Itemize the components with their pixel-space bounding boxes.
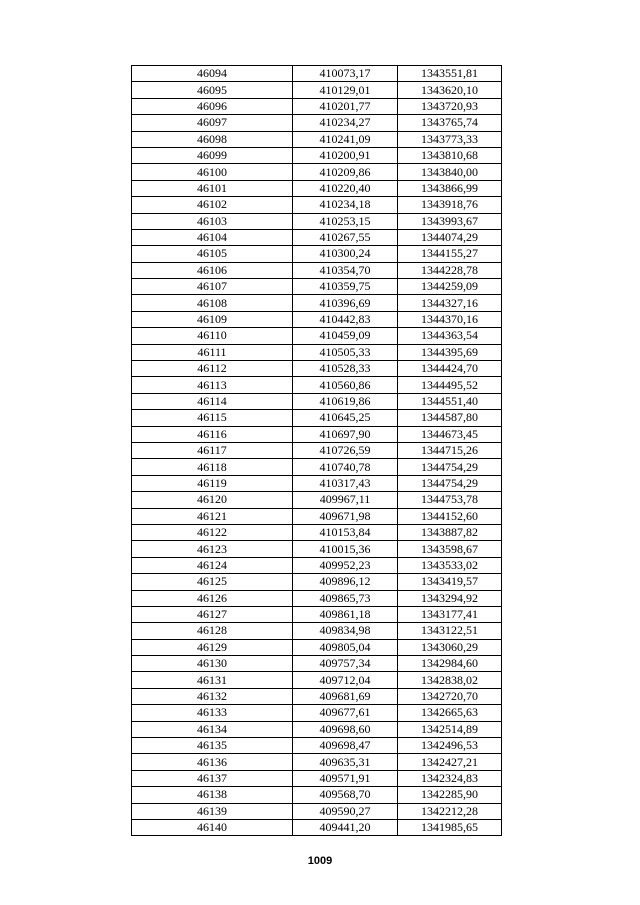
- table-row: [132, 721, 502, 737]
- x-coordinate-cell: 409671,98: [293, 508, 398, 524]
- point-id-cell: 46122: [132, 524, 293, 540]
- table-row: [132, 279, 502, 295]
- x-coordinate-cell: 410267,55: [293, 229, 398, 245]
- y-coordinate-cell: 1342514,89: [398, 721, 502, 737]
- x-coordinate-cell: 410740,78: [293, 459, 398, 475]
- point-id-cell: 46115: [132, 410, 293, 426]
- x-coordinate-cell: 410201,77: [293, 98, 398, 114]
- point-id-cell: 46130: [132, 656, 293, 672]
- table-row: [132, 246, 502, 262]
- x-coordinate-cell: 410220,40: [293, 180, 398, 196]
- point-id-cell: 46105: [132, 246, 293, 262]
- x-coordinate-cell: 410645,25: [293, 410, 398, 426]
- table-row: [132, 557, 502, 573]
- point-id-cell: 46099: [132, 147, 293, 163]
- y-coordinate-cell: 1344753,78: [398, 492, 502, 508]
- table-row: [132, 295, 502, 311]
- table-row: [132, 115, 502, 131]
- point-id-cell: 46135: [132, 738, 293, 754]
- x-coordinate-cell: 409805,04: [293, 639, 398, 655]
- table-row: [132, 590, 502, 606]
- table-row: [132, 787, 502, 803]
- y-coordinate-cell: 1344228,78: [398, 262, 502, 278]
- y-coordinate-cell: 1344424,70: [398, 361, 502, 377]
- table-row: [132, 819, 502, 835]
- y-coordinate-cell: 1343993,67: [398, 213, 502, 229]
- x-coordinate-cell: 410241,09: [293, 131, 398, 147]
- x-coordinate-cell: 409635,31: [293, 754, 398, 770]
- point-id-cell: 46106: [132, 262, 293, 278]
- point-id-cell: 46103: [132, 213, 293, 229]
- y-coordinate-cell: 1343620,10: [398, 82, 502, 98]
- x-coordinate-cell: 410528,33: [293, 361, 398, 377]
- x-coordinate-cell: 410073,17: [293, 66, 398, 82]
- point-id-cell: 46113: [132, 377, 293, 393]
- table-row: [132, 524, 502, 540]
- x-coordinate-cell: 409677,61: [293, 705, 398, 721]
- table-row: [132, 147, 502, 163]
- table-row: [132, 442, 502, 458]
- y-coordinate-cell: 1343720,93: [398, 98, 502, 114]
- point-id-cell: 46120: [132, 492, 293, 508]
- table-row: [132, 229, 502, 245]
- table-row: [132, 672, 502, 688]
- table-row: [132, 623, 502, 639]
- point-id-cell: 46138: [132, 787, 293, 803]
- table-row: [132, 508, 502, 524]
- y-coordinate-cell: 1344074,29: [398, 229, 502, 245]
- point-id-cell: 46104: [132, 229, 293, 245]
- table-row: [132, 639, 502, 655]
- x-coordinate-cell: 410200,91: [293, 147, 398, 163]
- x-coordinate-cell: 410015,36: [293, 541, 398, 557]
- y-coordinate-cell: 1344495,52: [398, 377, 502, 393]
- x-coordinate-cell: 409865,73: [293, 590, 398, 606]
- table-row: [132, 705, 502, 721]
- x-coordinate-cell: 410560,86: [293, 377, 398, 393]
- y-coordinate-cell: 1344754,29: [398, 459, 502, 475]
- x-coordinate-cell: 410619,86: [293, 393, 398, 409]
- point-id-cell: 46117: [132, 442, 293, 458]
- y-coordinate-cell: 1342212,28: [398, 803, 502, 819]
- x-coordinate-cell: 409712,04: [293, 672, 398, 688]
- x-coordinate-cell: 409681,69: [293, 688, 398, 704]
- point-id-cell: 46127: [132, 606, 293, 622]
- x-coordinate-cell: 410234,27: [293, 115, 398, 131]
- y-coordinate-cell: 1342838,02: [398, 672, 502, 688]
- page-number: 1009: [307, 855, 333, 867]
- table-row: [132, 180, 502, 196]
- y-coordinate-cell: 1343810,68: [398, 147, 502, 163]
- table-row: [132, 803, 502, 819]
- point-id-cell: 46101: [132, 180, 293, 196]
- point-id-cell: 46097: [132, 115, 293, 131]
- coordinate-table: [131, 65, 502, 836]
- x-coordinate-cell: 410234,18: [293, 197, 398, 213]
- y-coordinate-cell: 1343122,51: [398, 623, 502, 639]
- point-id-cell: 46128: [132, 623, 293, 639]
- y-coordinate-cell: 1344551,40: [398, 393, 502, 409]
- point-id-cell: 46132: [132, 688, 293, 704]
- y-coordinate-cell: 1344155,27: [398, 246, 502, 262]
- x-coordinate-cell: 410317,43: [293, 475, 398, 491]
- x-coordinate-cell: 409571,91: [293, 770, 398, 786]
- point-id-cell: 46096: [132, 98, 293, 114]
- point-id-cell: 46095: [132, 82, 293, 98]
- y-coordinate-cell: 1344363,54: [398, 328, 502, 344]
- point-id-cell: 46100: [132, 164, 293, 180]
- y-coordinate-cell: 1343177,41: [398, 606, 502, 622]
- point-id-cell: 46125: [132, 574, 293, 590]
- point-id-cell: 46109: [132, 311, 293, 327]
- point-id-cell: 46140: [132, 819, 293, 835]
- x-coordinate-cell: 410300,24: [293, 246, 398, 262]
- y-coordinate-cell: 1343551,81: [398, 66, 502, 82]
- x-coordinate-cell: 410442,83: [293, 311, 398, 327]
- point-id-cell: 46124: [132, 557, 293, 573]
- y-coordinate-cell: 1343773,33: [398, 131, 502, 147]
- y-coordinate-cell: 1342427,21: [398, 754, 502, 770]
- table-row: [132, 541, 502, 557]
- table-row: [132, 770, 502, 786]
- x-coordinate-cell: 409441,20: [293, 819, 398, 835]
- point-id-cell: 46139: [132, 803, 293, 819]
- y-coordinate-cell: 1343866,99: [398, 180, 502, 196]
- y-coordinate-cell: 1343598,67: [398, 541, 502, 557]
- table-row: [132, 574, 502, 590]
- table-row: [132, 393, 502, 409]
- x-coordinate-cell: 409698,47: [293, 738, 398, 754]
- x-coordinate-cell: 410153,84: [293, 524, 398, 540]
- x-coordinate-cell: 410209,86: [293, 164, 398, 180]
- y-coordinate-cell: 1343887,82: [398, 524, 502, 540]
- table-row: [132, 262, 502, 278]
- y-coordinate-cell: 1343765,74: [398, 115, 502, 131]
- table-row: [132, 82, 502, 98]
- point-id-cell: 46136: [132, 754, 293, 770]
- point-id-cell: 46131: [132, 672, 293, 688]
- x-coordinate-cell: 410359,75: [293, 279, 398, 295]
- point-id-cell: 46119: [132, 475, 293, 491]
- table-row: [132, 754, 502, 770]
- table-row: [132, 738, 502, 754]
- y-coordinate-cell: 1342665,63: [398, 705, 502, 721]
- point-id-cell: 46102: [132, 197, 293, 213]
- point-id-cell: 46110: [132, 328, 293, 344]
- x-coordinate-cell: 410505,33: [293, 344, 398, 360]
- table-row: [132, 66, 502, 82]
- table-row: [132, 328, 502, 344]
- y-coordinate-cell: 1341985,65: [398, 819, 502, 835]
- table-row: [132, 361, 502, 377]
- y-coordinate-cell: 1343840,00: [398, 164, 502, 180]
- table-row: [132, 213, 502, 229]
- point-id-cell: 46137: [132, 770, 293, 786]
- point-id-cell: 46123: [132, 541, 293, 557]
- y-coordinate-cell: 1343918,76: [398, 197, 502, 213]
- y-coordinate-cell: 1344370,16: [398, 311, 502, 327]
- table-row: [132, 344, 502, 360]
- table-row: [132, 606, 502, 622]
- y-coordinate-cell: 1342496,53: [398, 738, 502, 754]
- y-coordinate-cell: 1344327,16: [398, 295, 502, 311]
- y-coordinate-cell: 1344673,45: [398, 426, 502, 442]
- x-coordinate-cell: 410253,15: [293, 213, 398, 229]
- x-coordinate-cell: 409590,27: [293, 803, 398, 819]
- table-row: [132, 164, 502, 180]
- point-id-cell: 46126: [132, 590, 293, 606]
- x-coordinate-cell: 409834,98: [293, 623, 398, 639]
- table-row: [132, 98, 502, 114]
- x-coordinate-cell: 409952,23: [293, 557, 398, 573]
- coordinate-table-body: [132, 66, 502, 836]
- table-row: [132, 459, 502, 475]
- y-coordinate-cell: 1344587,80: [398, 410, 502, 426]
- y-coordinate-cell: 1344395,69: [398, 344, 502, 360]
- point-id-cell: 46112: [132, 361, 293, 377]
- table-row: [132, 311, 502, 327]
- y-coordinate-cell: 1342984,60: [398, 656, 502, 672]
- y-coordinate-cell: 1342324,83: [398, 770, 502, 786]
- x-coordinate-cell: 410726,59: [293, 442, 398, 458]
- x-coordinate-cell: 409967,11: [293, 492, 398, 508]
- point-id-cell: 46094: [132, 66, 293, 82]
- y-coordinate-cell: 1343419,57: [398, 574, 502, 590]
- table-row: [132, 410, 502, 426]
- point-id-cell: 46107: [132, 279, 293, 295]
- y-coordinate-cell: 1343294,92: [398, 590, 502, 606]
- point-id-cell: 46121: [132, 508, 293, 524]
- table-row: [132, 197, 502, 213]
- x-coordinate-cell: 410697,90: [293, 426, 398, 442]
- y-coordinate-cell: 1344259,09: [398, 279, 502, 295]
- x-coordinate-cell: 410129,01: [293, 82, 398, 98]
- x-coordinate-cell: 410396,69: [293, 295, 398, 311]
- table-row: [132, 131, 502, 147]
- y-coordinate-cell: 1344715,26: [398, 442, 502, 458]
- point-id-cell: 46134: [132, 721, 293, 737]
- x-coordinate-cell: 409698,60: [293, 721, 398, 737]
- y-coordinate-cell: 1342285,90: [398, 787, 502, 803]
- x-coordinate-cell: 410459,09: [293, 328, 398, 344]
- y-coordinate-cell: 1344152,60: [398, 508, 502, 524]
- point-id-cell: 46129: [132, 639, 293, 655]
- table-row: [132, 377, 502, 393]
- point-id-cell: 46116: [132, 426, 293, 442]
- x-coordinate-cell: 409896,12: [293, 574, 398, 590]
- point-id-cell: 46114: [132, 393, 293, 409]
- table-row: [132, 492, 502, 508]
- point-id-cell: 46098: [132, 131, 293, 147]
- y-coordinate-cell: 1342720,70: [398, 688, 502, 704]
- coordinate-table-container: [131, 65, 502, 836]
- table-row: [132, 688, 502, 704]
- table-row: [132, 656, 502, 672]
- x-coordinate-cell: 409568,70: [293, 787, 398, 803]
- point-id-cell: 46118: [132, 459, 293, 475]
- point-id-cell: 46111: [132, 344, 293, 360]
- y-coordinate-cell: 1343533,02: [398, 557, 502, 573]
- y-coordinate-cell: 1343060,29: [398, 639, 502, 655]
- point-id-cell: 46133: [132, 705, 293, 721]
- table-row: [132, 475, 502, 491]
- x-coordinate-cell: 409861,18: [293, 606, 398, 622]
- x-coordinate-cell: 409757,34: [293, 656, 398, 672]
- x-coordinate-cell: 410354,70: [293, 262, 398, 278]
- table-row: [132, 426, 502, 442]
- y-coordinate-cell: 1344754,29: [398, 475, 502, 491]
- point-id-cell: 46108: [132, 295, 293, 311]
